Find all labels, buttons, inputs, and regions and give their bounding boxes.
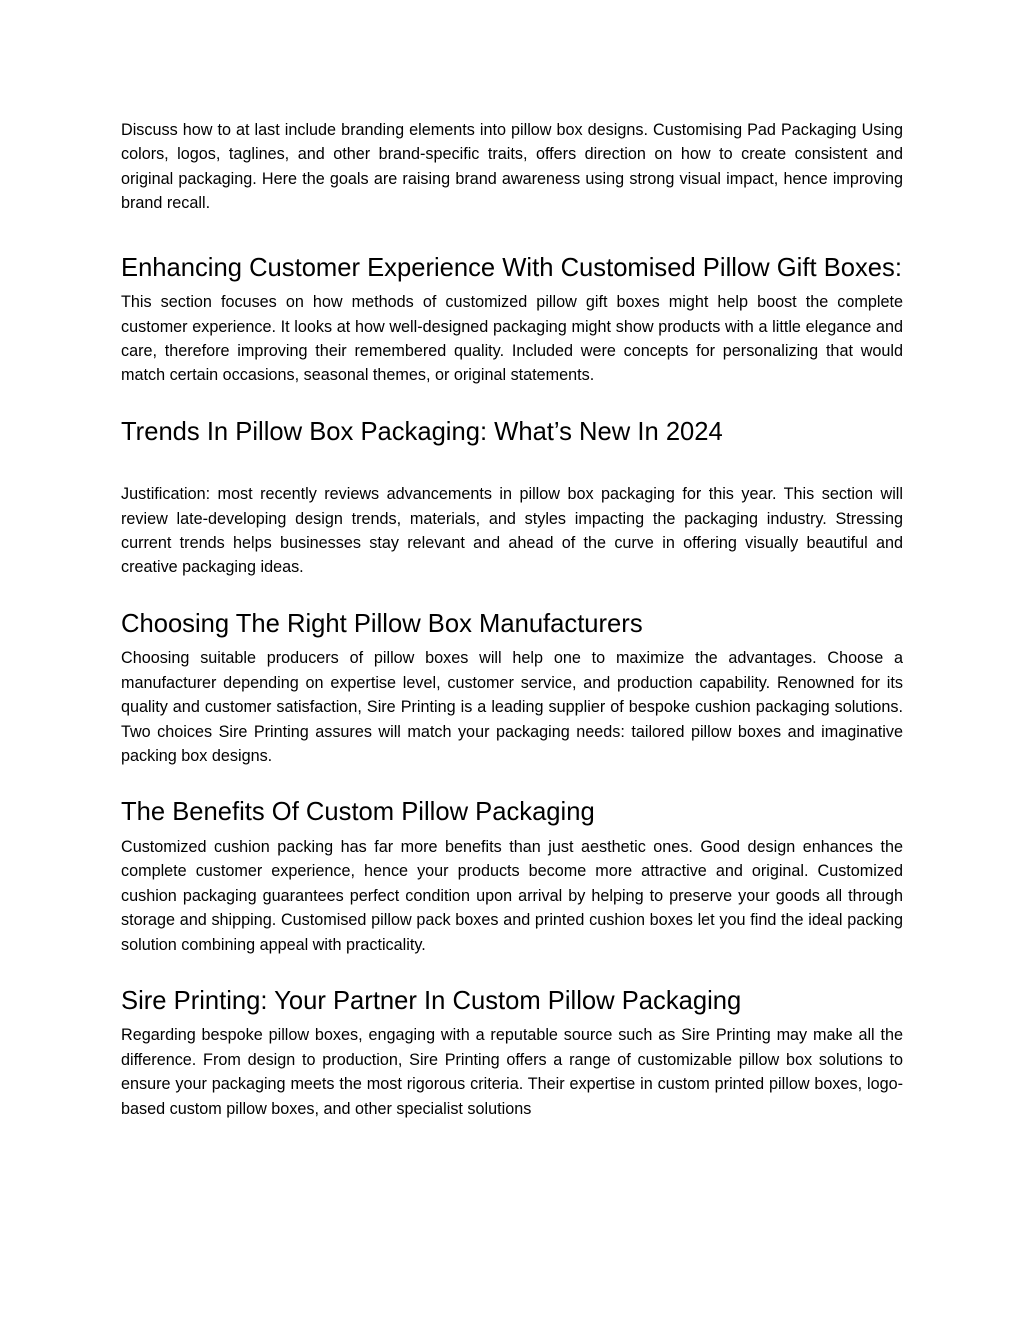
section-body-manufacturers: Choosing suitable producers of pillow boxes will help one to maximize the advantages. Choose a manufacturer depending on expertise level, customer service, and production capability. Renowned for its quality and customer satisfaction, Sire Printing is a leading supplier of bespoke cushion packaging solutions. Two choices Sire Printing assures will match your packaging needs: tailored pillow boxes and imaginative packing box designs. <box>121 649 903 765</box>
section-heading-trends: Trends In Pillow Box Packaging: What’s New In 2024 <box>121 417 723 446</box>
section-body-trends: Justification: most recently reviews advancements in pillow box packaging for this year. This section will review late-developing design trends, materials, and styles impacting the packaging industry. Stressing current trends helps businesses stay relevant and ahead of the curve in offering visually beautiful and creative packaging ideas. <box>121 485 903 577</box>
section-body-customer-experience: This section focuses on how methods of customized pillow gift boxes might help boost the complete customer experience. It looks at how well-designed packaging might show products with a little elegance and care, therefore improving their remembered quality. Included were concepts for personalizing that would match certain occasions, seasonal themes, or original statements. <box>121 293 903 385</box>
document-page <box>121 118 903 1121</box>
section-heading-sire-printing: Sire Printing: Your Partner In Custom Pillow Packaging <box>121 986 742 1015</box>
section-heading-manufacturers: Choosing The Right Pillow Box Manufacturers <box>121 609 643 638</box>
section-body-sire-printing: Regarding bespoke pillow boxes, engaging with a reputable source such as Sire Printing may make all the difference. From design to production, Sire Printing offers a range of customizable pillow box solutions to ensure your packaging meets the most rigorous criteria. Their expertise in custom printed pillow boxes, logo-based custom pillow boxes, and other specialist solutions <box>121 1026 903 1118</box>
intro-paragraph: Discuss how to at last include branding elements into pillow box designs. Customising Pad Packaging Using colors, logos, taglines, and other brand-specific traits, offers direction on how to create consistent and original packaging. Here the goals are raising brand awareness using strong visual impact, hence improving brand recall. <box>121 121 903 213</box>
section-heading-customer-experience: Enhancing Customer Experience With Customised Pillow Gift Boxes: <box>121 253 902 282</box>
section-heading-benefits: The Benefits Of Custom Pillow Packaging <box>121 798 595 827</box>
section-body-benefits: Customized cushion packing has far more benefits than just aesthetic ones. Good design enhances the complete customer experience, hence your products become more attractive and original. Customized cushion packaging guarantees perfect condition upon arrival by helping to preserve your goods all through storage and shipping. Customised pillow pack boxes and printed cushion boxes let you find the ideal packing solution combining appeal with practicality. <box>121 837 903 954</box>
